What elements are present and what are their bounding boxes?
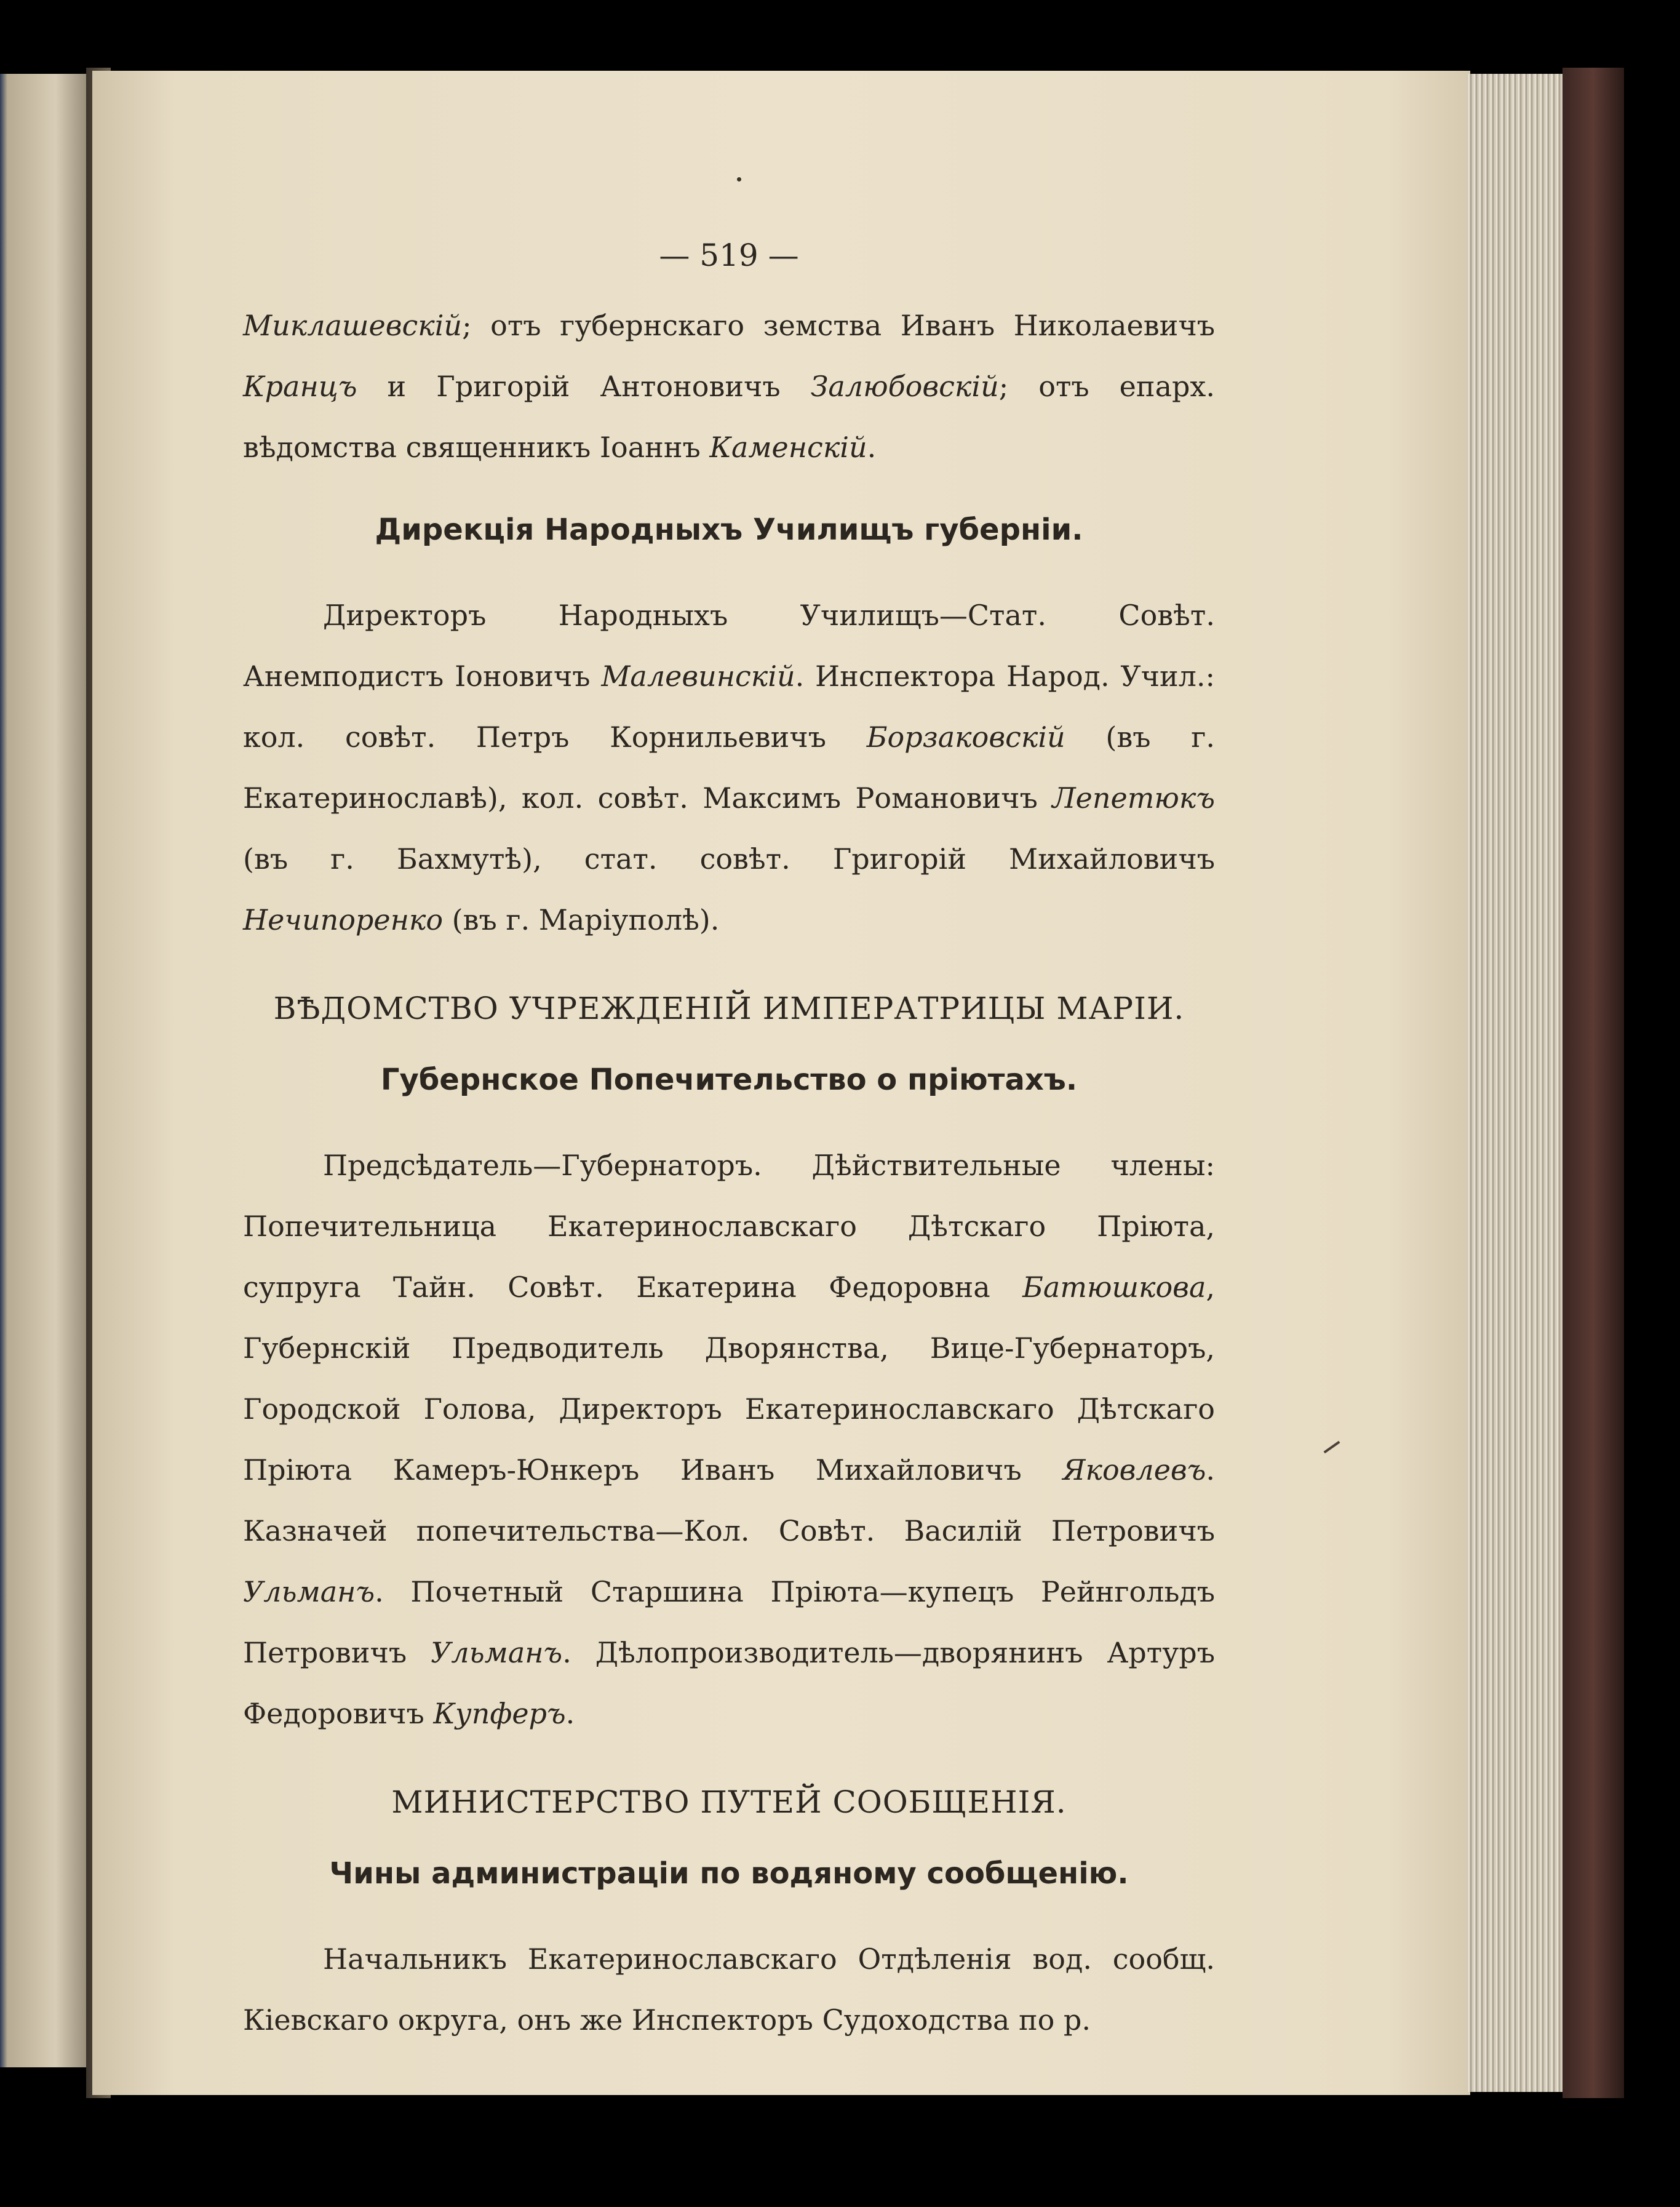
- department-heading-ways-of-communication: МИНИСТЕРСТВО ПУТЕЙ СООБЩЕНІЯ.: [391, 1784, 1067, 1820]
- text-run: (въ г. Бахмутѣ), стат. совѣт. Григорій Михайловичъ: [243, 842, 1215, 876]
- name-italic: Каменскій: [709, 431, 867, 464]
- text-run: .: [565, 1697, 575, 1730]
- text-run: (въ г. Екатеринославѣ), кол. совѣт. Максимъ Романовичъ: [243, 720, 1215, 815]
- ink-dot: [737, 177, 741, 182]
- text-run: . Дѣлопроизводитель—дворянинъ Артуръ Федоровичъ: [243, 1636, 1215, 1730]
- section-heading-directorate: Дирекція Народныхъ Училищъ губерніи.: [375, 513, 1083, 547]
- section-heading-water-communication: Чины администраціи по водяному сообщенію.: [329, 1856, 1129, 1891]
- paragraph-1: [243, 295, 1215, 478]
- text-run: ; отъ губернскаго земства Иванъ Николаевичъ: [462, 309, 1215, 342]
- text-run: (въ г. Маріуполѣ).: [443, 903, 720, 936]
- text-run: ; отъ епарх. вѣдомства священникъ Іоаннъ: [243, 370, 1215, 464]
- name-italic: Малевинскій: [601, 660, 795, 693]
- name-italic: Борзаковскій: [866, 720, 1065, 754]
- name-italic: Яковлевъ: [1062, 1453, 1206, 1487]
- paragraph-2: [243, 585, 1215, 951]
- page-text: [243, 221, 1215, 2051]
- name-italic: Лепетюкъ: [1052, 781, 1215, 815]
- name-italic: Ульманъ: [243, 1575, 375, 1608]
- text-run: Директоръ Народныхъ Училищъ—Стат. Совѣт. Анемподистъ Іоновичъ: [243, 599, 1215, 693]
- name-italic: Кранцъ: [243, 370, 357, 403]
- text-run: Предсѣдатель—Губернаторъ. Дѣйствительные члены: Попечительница Екатеринославскаго Дѣтскаго Пріюта, супруга Тайн. Совѣт. Екатерина Федоровна: [243, 1149, 1215, 1304]
- page-number: — 519 —: [659, 237, 799, 273]
- page-edges: [1467, 74, 1566, 2092]
- paragraph-4: Начальникъ Екатеринославскаго Отдѣленія вод. сообщ. Кіевскаго округа, онъ же Инспекторъ Судоходства по р.: [243, 1942, 1215, 2037]
- name-italic: Купферъ: [433, 1697, 566, 1730]
- book-cover-edge: [1563, 68, 1624, 2098]
- name-italic: Нечипоренко: [243, 903, 444, 936]
- name-italic: Залюбовскій: [810, 370, 999, 403]
- name-italic: Миклашевскій: [243, 309, 463, 342]
- name-italic: Батюшкова: [1022, 1271, 1206, 1304]
- name-italic: Ульманъ: [431, 1636, 563, 1669]
- paragraph-3: [243, 1135, 1215, 1744]
- text-run: , Губернскій Предводитель Дворянства, Вице-Губернаторъ, Городской Голова, Директоръ Екатеринославскаго Дѣтскаго Пріюта Камеръ-Юнкеръ Иванъ Михайловичъ: [243, 1271, 1215, 1487]
- text-run: . Казначей попечительства—Кол. Совѣт. Василій Петровичъ: [243, 1453, 1215, 1547]
- section-heading-orphanages: Губернское Попечительство о пріютахъ.: [380, 1063, 1078, 1097]
- text-run: . Инспектора Народ. Учил.: кол. совѣт. Петръ Корнильевичъ: [243, 660, 1216, 754]
- text-run: и Григорій Антоновичъ: [357, 370, 811, 403]
- text-run: . Почетный Старшина Пріюта—купецъ Рейнгольдъ Петровичъ: [243, 1575, 1215, 1669]
- text-run: .: [867, 431, 877, 464]
- left-page-edge: [0, 74, 92, 2067]
- department-heading-empress-maria: ВѢДОМСТВО УЧРЕЖДЕНІЙ ИМПЕРАТРИЦЫ МАРІИ.: [273, 991, 1185, 1026]
